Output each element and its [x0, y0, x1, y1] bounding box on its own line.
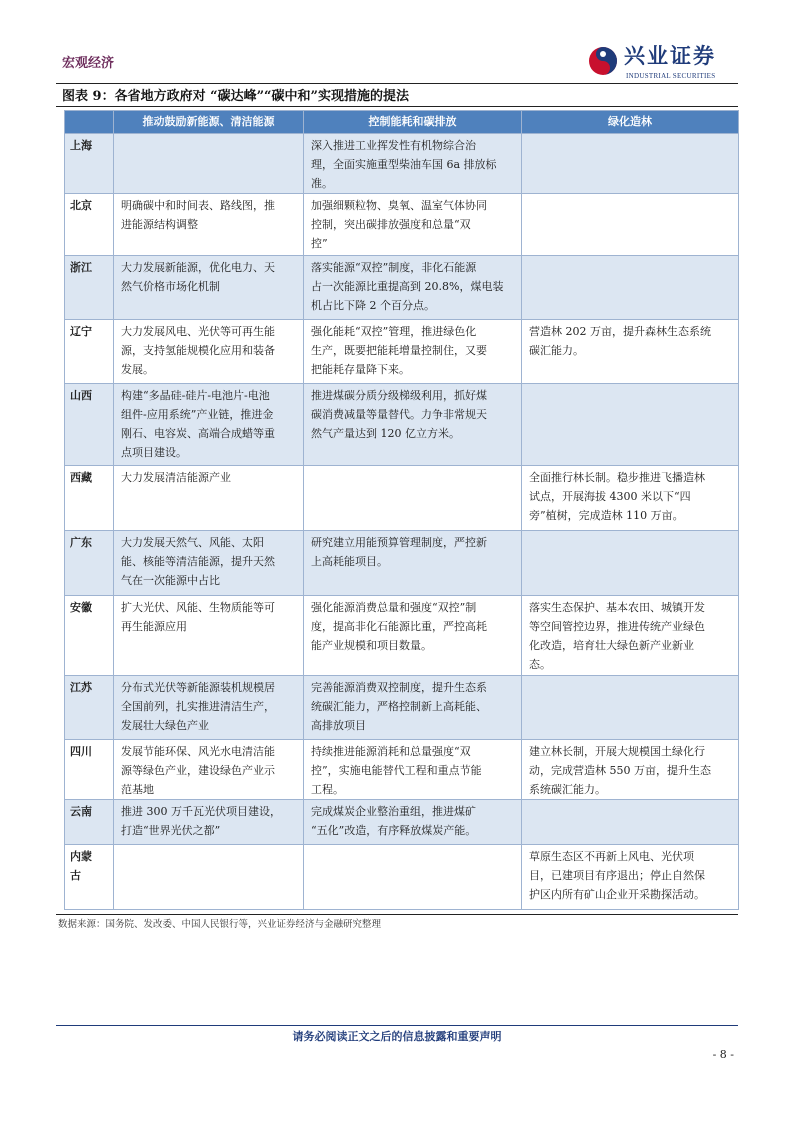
company-logo — [588, 44, 738, 84]
data-source: 数据来源：国务院、发改委、中国人民银行等，兴业证券经济与金融研究整理 — [58, 919, 382, 930]
province-cell: 浙江 — [65, 256, 114, 320]
disclaimer-notice: 请务必阅读正文之后的信息披露和重要声明 — [292, 1030, 502, 1043]
afforestation-cell — [522, 800, 739, 845]
afforestation-cell — [522, 676, 739, 740]
afforestation-cell — [522, 531, 739, 596]
table-header-row — [65, 111, 739, 134]
emission-control-cell: 完善能源消费双控制度，提升生态系 统碳汇能力，严格控制新上高耗能、 高排放项目 — [304, 676, 522, 740]
new-energy-cell: 大力发展新能源，优化电力、天 然气价格市场化机制 — [114, 256, 304, 320]
new-energy-cell: 发展节能环保、风光水电清洁能 源等绿色产业，建设绿色产业示 范基地 — [114, 740, 304, 800]
new-energy-cell: 构建“多晶硅-硅片-电池片-电池 组件-应用系统”产业链，推进金 刚石、电容炭、高端合成蜡等重 点项目建设。 — [114, 384, 304, 466]
column-header: 控制能耗和碳排放 — [304, 111, 522, 134]
table-row — [65, 800, 739, 845]
emission-control-cell — [304, 845, 522, 910]
table-row — [65, 466, 739, 531]
afforestation-cell — [522, 134, 739, 194]
emission-control-cell: 强化能耗“双控”管理，推进绿色化 生产，既要把能耗增量控制住，又要 把能耗存量降下来。 — [304, 320, 522, 384]
new-energy-cell: 大力发展天然气、风能、太阳 能、核能等清洁能源，提升天然 气在一次能源中占比 — [114, 531, 304, 596]
new-energy-cell: 分布式光伏等新能源装机规模居 全国前列，扎实推进清洁生产， 发展壮大绿色产业 — [114, 676, 304, 740]
table-row — [65, 845, 739, 910]
new-energy-cell: 推进 300 万千瓦光伏项目建设， 打造“世界光伏之都” — [114, 800, 304, 845]
new-energy-cell — [114, 845, 304, 910]
table-row — [65, 134, 739, 194]
province-cell: 四川 — [65, 740, 114, 800]
new-energy-cell — [114, 134, 304, 194]
column-header: 绿化造林 — [522, 111, 739, 134]
afforestation-cell: 营造林 202 万亩，提升森林生态系统 碳汇能力。 — [522, 320, 739, 384]
emission-control-cell: 完成煤炭企业整治重组，推进煤矿 “五化”改造，有序释放煤炭产能。 — [304, 800, 522, 845]
measures-table — [64, 110, 739, 910]
emission-control-cell: 持续推进能源消耗和总量强度“双 控”，实施电能替代工程和重点节能 工程。 — [304, 740, 522, 800]
emission-control-cell: 加强细颗粒物、臭氧、温室气体协同 控制，突出碳排放强度和总量“双 控” — [304, 194, 522, 256]
logo-english: INDUSTRIAL SECURITIES — [626, 72, 716, 80]
afforestation-cell: 草原生态区不再新上风电、光伏项 目，已建项目有序退出；停止自然保 护区内所有矿山企业开采勘探活动。 — [522, 845, 739, 910]
new-energy-cell: 大力发展风电、光伏等可再生能 源，支持氢能规模化应用和装备 发展。 — [114, 320, 304, 384]
column-header: 推动鼓励新能源、清洁能源 — [114, 111, 304, 134]
table-row — [65, 676, 739, 740]
province-cell: 北京 — [65, 194, 114, 256]
afforestation-cell: 建立林长制，开展大规模国土绿化行 动，完成营造林 550 万亩，提升生态 系统碳汇能力。 — [522, 740, 739, 800]
table-row — [65, 531, 739, 596]
emission-control-cell: 推进煤碳分质分级梯级利用，抓好煤 碳消费减量等量替代。力争非常规天 然气产量达到 120 亿立方米。 — [304, 384, 522, 466]
emission-control-cell: 落实能源“双控”制度，非化石能源 占一次能源比重提高到 20.8%，煤电装 机占比下降 2 个百分点。 — [304, 256, 522, 320]
afforestation-cell — [522, 384, 739, 466]
province-cell: 辽宁 — [65, 320, 114, 384]
footer-rule — [56, 1025, 738, 1026]
figure-title: 图表 9：各省地方政府对 “碳达峰”“碳中和”实现措施的提法 — [62, 89, 410, 104]
table-row — [65, 320, 739, 384]
table-row — [65, 740, 739, 800]
province-cell: 江苏 — [65, 676, 114, 740]
source-rule — [56, 914, 738, 915]
new-energy-cell: 明确碳中和时间表、路线图，推 进能源结构调整 — [114, 194, 304, 256]
table-row — [65, 194, 739, 256]
province-cell: 广东 — [65, 531, 114, 596]
emission-control-cell: 强化能源消费总量和强度“双控”制 度，提高非化石能源比重，严控高耗 能产业规模和项目数量。 — [304, 596, 522, 676]
header-rule — [56, 83, 738, 84]
table-row — [65, 384, 739, 466]
province-cell: 西藏 — [65, 466, 114, 531]
province-cell: 安徽 — [65, 596, 114, 676]
province-cell: 山西 — [65, 384, 114, 466]
province-cell: 内蒙 古 — [65, 845, 114, 910]
province-cell: 云南 — [65, 800, 114, 845]
province-cell: 上海 — [65, 134, 114, 194]
title-rule — [56, 106, 738, 107]
page-number: - 8 - — [712, 1048, 734, 1061]
column-header — [65, 111, 114, 134]
afforestation-cell: 全面推行林长制。稳步推进飞播造林 试点，开展海拔 4300 米以下“四 旁”植树，完成造林 110 万亩。 — [522, 466, 739, 531]
new-energy-cell: 扩大光伏、风能、生物质能等可 再生能源应用 — [114, 596, 304, 676]
logo-mark-icon — [588, 46, 618, 76]
afforestation-cell — [522, 194, 739, 256]
emission-control-cell: 深入推进工业挥发性有机物综合治 理，全面实施重型柴油车国 6a 排放标 准。 — [304, 134, 522, 194]
table-row — [65, 596, 739, 676]
new-energy-cell: 大力发展清洁能源产业 — [114, 466, 304, 531]
afforestation-cell — [522, 256, 739, 320]
table-row — [65, 256, 739, 320]
section-label: 宏观经济 — [62, 56, 115, 71]
logo-chinese: 兴业证券 — [624, 43, 716, 68]
emission-control-cell: 研究建立用能预算管理制度，严控新 上高耗能项目。 — [304, 531, 522, 596]
afforestation-cell: 落实生态保护、基本农田、城镇开发 等空间管控边界，推进传统产业绿色 化改造，培育壮大绿色新产业新业 态。 — [522, 596, 739, 676]
emission-control-cell — [304, 466, 522, 531]
